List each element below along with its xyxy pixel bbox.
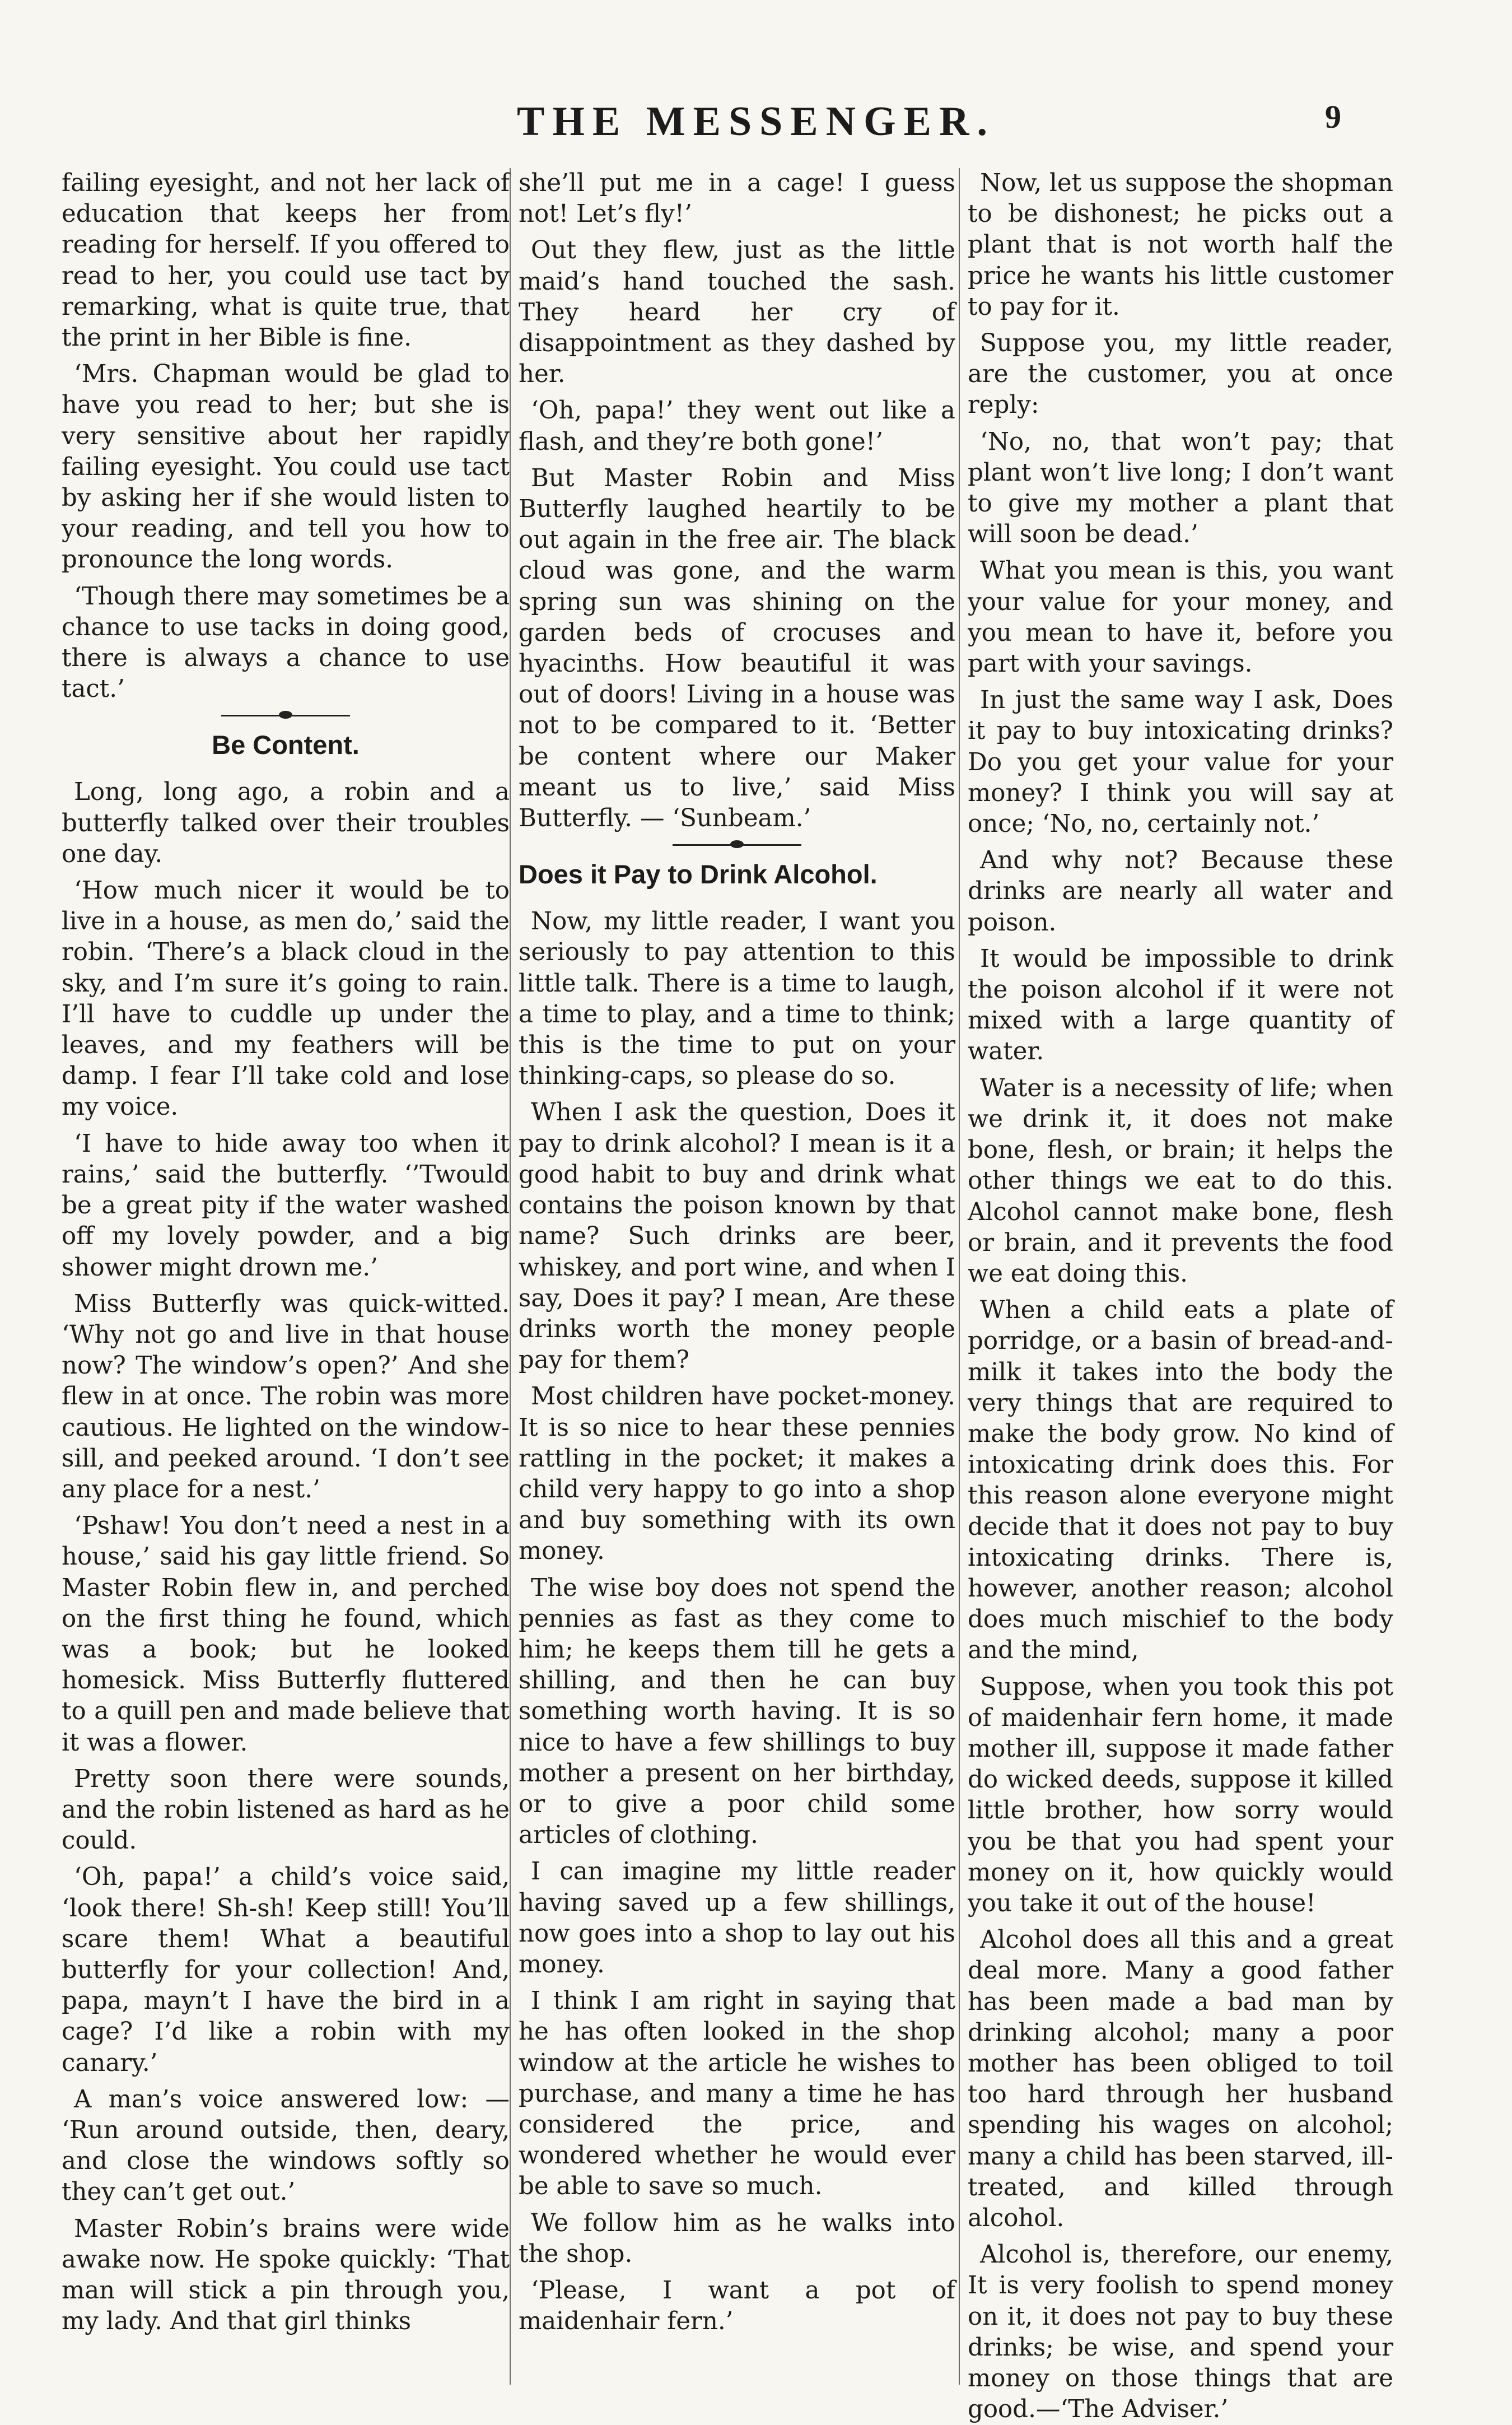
paragraph: ‘Oh, papa!’ they went out like a flash, and they’re both gone!’ — [519, 397, 955, 456]
paragraph: ‘I have to hide away too when it rains,’ said the butterfly. ‘’Twould be a great pity if the water washed off my lovely powder, and a big shower might drown me.’ — [62, 1129, 510, 1282]
paragraph: I can imagine my little reader having saved up a few shillings, now goes into a shop to lay out his money. — [519, 1858, 955, 1979]
masthead — [0, 98, 1512, 148]
paragraph: failing eyesight, and not her lack of education that keeps her from reading for herself. If you offered to read to her, you could use tact by remarking, what is quite true, that the print in her Bible is fine. — [62, 169, 510, 352]
paragraph: she’ll put me in a cage! I guess not! Let’s fly!’ — [519, 169, 955, 229]
paragraph: Pretty soon there were sounds, and the robin listened as hard as he could. — [62, 1765, 510, 1855]
column-2 — [510, 168, 955, 2385]
paragraph: The wise boy does not spend the pennies as fast as they come to him; he keeps them till he gets a shilling, and then he can buy something worth having. It is so nice to have a few shillings to buy mother a present on her birthday, or to give a poor child some articles of clothing. — [519, 1574, 955, 1850]
paragraph: ‘No, no, that won’t pay; that plant won’t live long; I don’t want to give my mother a plant that will soon be dead.’ — [968, 427, 1393, 549]
paragraph: Now, my little reader, I want you seriously to pay attention to this little talk. There is a time to laugh, a time to play, and a time to think; this is the time to put on your thinking-caps, so please do so. — [519, 907, 955, 1091]
paragraph: Suppose, when you took this pot of maidenhair fern home, it made mother ill, suppose it made father do wicked deeds, suppose it killed little brother, how sorry would you be that you had spent your money on it, how quickly would you take it out of the house! — [968, 1673, 1393, 1917]
paragraph: Alcohol is, therefore, our enemy, It is very foolish to spend money on it, it does not pay to buy these drinks; be wise, and spend your money on those things that are good.—‘The Adviser.’ — [968, 2241, 1393, 2424]
paragraph: And why not? Because these drinks are nearly all water and poison. — [968, 846, 1393, 937]
section-divider — [673, 844, 801, 846]
paragraph: Now, let us suppose the shopman to be dishonest; he picks out a plant that is not worth half the price he wants his little customer to pay for it. — [968, 169, 1393, 321]
paragraph: ‘Though there may sometimes be a chance to use tacks in doing good, there is always a chance to use tact.’ — [62, 582, 510, 704]
paragraph: Long, long ago, a robin and a butterfly talked over their troubles one day. — [62, 778, 510, 868]
paragraph: Out they flew, just as the little maid’s hand touched the sash. They heard her cry of disappointment as they dashed by her. — [519, 236, 955, 389]
column-3 — [959, 168, 1393, 2424]
article-title-alcohol: Does it Pay to Drink Alcohol. — [519, 859, 878, 890]
paragraph: I think I am right in saying that he has often looked in the shop window at the article he wishes to purchase, and many a time he has considered the price, and wondered whether he would ever be able to save so much. — [519, 1987, 955, 2201]
section-divider — [221, 715, 350, 716]
column-1 — [62, 168, 510, 2385]
paragraph: What you mean is this, you want your value for your money, and you mean to have it, before you part with your savings. — [968, 557, 1393, 678]
page-number: 9 — [1325, 99, 1341, 135]
paragraph: It would be impossible to drink the poison alcohol if it were not mixed with a large quantity of water. — [968, 944, 1393, 1066]
paragraph: When I ask the question, Does it pay to drink alcohol? I mean is it a good habit to buy and drink what contains the poison known by that name? Such drinks are beer, whiskey, and port wine, and when I say, Does it pay? I mean, Are these drinks worth the money people pay for them? — [519, 1099, 956, 1375]
paragraph: ‘Mrs. Chapman would be glad to have you read to her; but she is very sensitive about her rapidly failing eyesight. You could use tact by asking her if she would listen to your reading, and tell you how to pronounce the long words. — [62, 360, 510, 574]
paragraph: ‘Oh, papa!’ a child’s voice said, ‘look there! Sh-sh! Keep still! You’ll scare them! What a beautiful butterfly for your collection! And, papa, mayn’t I have the bird in a cage? I’d like a robin with my canary.’ — [62, 1863, 510, 2077]
paragraph: Alcohol does all this and a great deal more. Many a good father has been made a bad man by drinking alcohol; many a poor mother has been obliged to toil too hard through her husband spending his wages on alcohol; many a child has been starved, ill-treated, and killed through alcohol. — [968, 1926, 1393, 2232]
paragraph: ‘Pshaw! You don’t need a nest in a house,’ said his gay little friend. So Master Robin flew in, and perched on the first thing he found, which was a book; but he looked homesick. Miss Butterfly fluttered to a quill pen and made believe that it was a flower. — [62, 1512, 510, 1757]
paragraph: But Master Robin and Miss Butterfly laughed heartily to be out again in the free air. The black cloud was gone, and the warm spring sun was shining on the garden beds of crocuses and hyacinths. How beautiful it was out of doors! Living in a house was not to be compared to it. ‘Better be content where our Maker meant us to live,’ said Miss Butterfly. — ‘Sunbeam.’ — [519, 464, 955, 833]
paragraph: In just the same way I ask, Does it pay to buy intoxicating drinks? Do you get your value for your money? I think you will say at once; ‘No, no, certainly not.’ — [968, 686, 1393, 839]
article-title-be-content: Be Content. — [212, 730, 360, 760]
paragraph: Master Robin’s brains were wide awake now. He spoke quickly: ‘That man will stick a pin through you, my lady. And that girl thinks — [62, 2214, 510, 2336]
newspaper-title: THE MESSENGER. — [517, 99, 995, 145]
paragraph: A man’s voice answered low: — ‘Run around outside, then, deary, and close the windows softly so they can’t get out.’ — [62, 2085, 510, 2207]
paragraph: Miss Butterfly was quick-witted. ‘Why not go and live in that house now? The window’s open?’ And she flew in at once. The robin was more cautious. He lighted on the window-sill, and peeked around. ‘I don’t see any place for a nest.’ — [62, 1290, 510, 1504]
paragraph: We follow him as he walks into the shop. — [519, 2209, 955, 2268]
paragraph: Suppose you, my little reader, are the customer, you at once reply: — [968, 329, 1393, 420]
paragraph: Most children have pocket-money. It is so nice to hear these pennies rattling in the pocket; it makes a child very happy to go into a shop and buy something with its own money. — [519, 1383, 955, 1566]
paragraph: When a child eats a plate of porridge, or a basin of bread-and-milk it takes into the body the very things that are required to make the body grow. No kind of intoxicating drink does this. For this reason alone everyone might decide that it does not pay to buy intoxicating drinks. There is, however, another reason; alcohol does much mischief to the body and the mind, — [968, 1296, 1393, 1665]
paragraph: Water is a necessity of life; when we drink it, it does not make bone, flesh, or brain; it helps the other things we eat to do this. Alcohol cannot make bone, flesh or brain, and it prevents the food we eat doing this. — [968, 1074, 1393, 1288]
paragraph: ‘How much nicer it would be to live in a house, as men do,’ said the robin. ‘There’s a black cloud in the sky, and I’m sure it’s going to rain. I’ll have to cuddle up under the leaves, and my feathers will be damp. I fear I’ll take cold and lose my voice. — [62, 877, 510, 1121]
paragraph: ‘Please, I want a pot of maidenhair fern.’ — [519, 2277, 955, 2336]
